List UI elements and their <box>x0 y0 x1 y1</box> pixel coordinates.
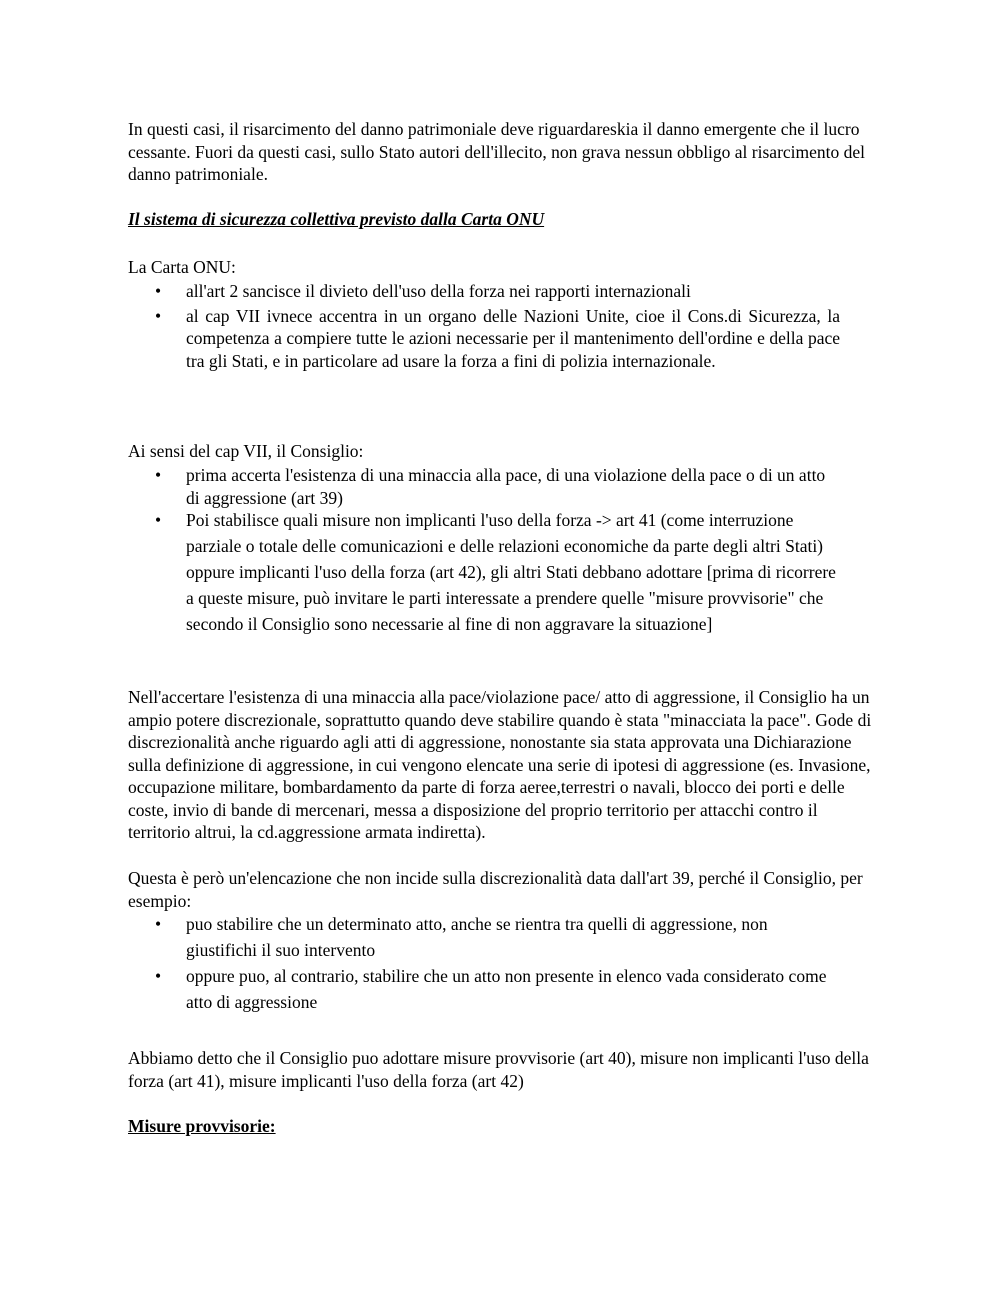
list-cap-vii-first <box>128 464 880 509</box>
bullet-icon: • <box>155 510 162 530</box>
bullet-icon: • <box>155 966 162 986</box>
list-item <box>128 464 880 509</box>
paragraph-elencazione <box>128 867 880 912</box>
paragraph-text: Nell'accertare l'esistenza di una minaccia alla pace/violazione pace/ atto di aggressione, il Consiglio ha un ampio potere discrezionale, soprattutto quando deve stabilire quando è stata "minacciata la pace". Gode di discrezionalità anche riguardo agli atti di aggressione, nonostante sia stata approvata una Dichiarazione sulla definizione di aggressione, in cui vengono elencate una serie di ipotesi di aggressione (es. Invasione, occupazione militare, bombardamento da parte di forza aeree,terrestri o navali, blocco dei porti e delle coste, invio di bande di mercenari, messa a disposizione del proprio territorio per attacchi contro il territorio altrui, la cd.aggressione armata indiretta). <box>128 687 872 842</box>
list-item-text: al cap VII ivnece accentra in un organo delle Nazioni Unite, cioe il Cons.di Sicurezza, la competenza a compiere tutte le azioni necessarie per il mantenimento dell'ordine e della pace tra gli Stati, e in particolare ad usare la forza a fini di polizia internazionale. <box>186 305 840 371</box>
list-item <box>128 280 880 303</box>
list-item <box>128 507 880 637</box>
list-item <box>128 963 880 1015</box>
list-item <box>128 911 880 963</box>
list-item-text: all'art 2 sancisce il divieto dell'uso della forza nei rapporti internazionali <box>186 281 691 301</box>
list-item-text: prima accerta l'esistenza di una minaccia alla pace, di una violazione della pace o di un atto di aggressione (art 39) <box>186 465 826 508</box>
bullet-icon: • <box>155 914 162 934</box>
list-cap-vii-second <box>128 507 880 637</box>
intro-text: Ai sensi del cap VII, il Consiglio: <box>128 441 364 461</box>
bullet-list <box>128 280 880 372</box>
intro-cap-vii <box>128 440 880 463</box>
section-heading-misure-provvisorie <box>128 1115 880 1138</box>
list-item <box>128 305 880 373</box>
intro-text: La Carta ONU: <box>128 257 236 277</box>
heading-text: Misure provvisorie: <box>128 1116 276 1136</box>
bullet-icon: • <box>155 465 162 485</box>
list-carta-onu <box>128 280 880 372</box>
bullet-icon: • <box>155 281 162 301</box>
paragraph-discrezionale <box>128 686 880 844</box>
paragraph-text: In questi casi, il risarcimento del danno patrimoniale deve riguardareskia il danno emergente che il lucro cessante. Fuori da questi casi, sullo Stato autori dell'illecito, non grava nessun obbligo al risarcimento del danno patrimoniale. <box>128 119 866 184</box>
intro-carta-onu <box>128 256 880 279</box>
heading-text: Il sistema di sicurezza collettiva previsto dalla Carta ONU <box>128 209 545 229</box>
bullet-list <box>128 464 880 509</box>
paragraph-text: Questa è però un'elencazione che non incide sulla discrezionalità data dall'art 39, perché il Consiglio, per esempio: <box>128 868 863 911</box>
section-heading-sicurezza <box>128 208 880 231</box>
bullet-list <box>128 507 880 637</box>
list-item-text: puo stabilire che un determinato atto, anche se rientra tra quelli di aggressione, non giustifichi il suo intervento <box>186 914 768 960</box>
paragraph-text: Abbiamo detto che il Consiglio puo adottare misure provvisorie (art 40), misure non implicanti l'uso della forza (art 41), misure implicanti l'uso della forza (art 42) <box>128 1048 869 1091</box>
bullet-list <box>128 911 880 1015</box>
list-item-text: oppure puo, al contrario, stabilire che un atto non presente in elenco vada considerato come atto di aggressione <box>186 966 827 1012</box>
list-item-text: Poi stabilisce quali misure non implicanti l'uso della forza -> art 41 (come interruzione parziale o totale delle comunicazioni e delle relazioni economiche da parte degli altri Stati) oppure implicanti l'uso della forza (art 42), gli altri Stati debbano adottare [prima di ricorrere a queste misure, può invitare le parti interessate a prendere quelle "misure provvisorie" che secondo il Consiglio sono necessarie al fine di non aggravare la situazione] <box>186 510 836 634</box>
bullet-icon: • <box>155 305 162 326</box>
list-consiglio-esempi <box>128 911 880 1015</box>
paragraph-misure <box>128 1047 880 1092</box>
paragraph-risarcimento <box>128 118 880 186</box>
